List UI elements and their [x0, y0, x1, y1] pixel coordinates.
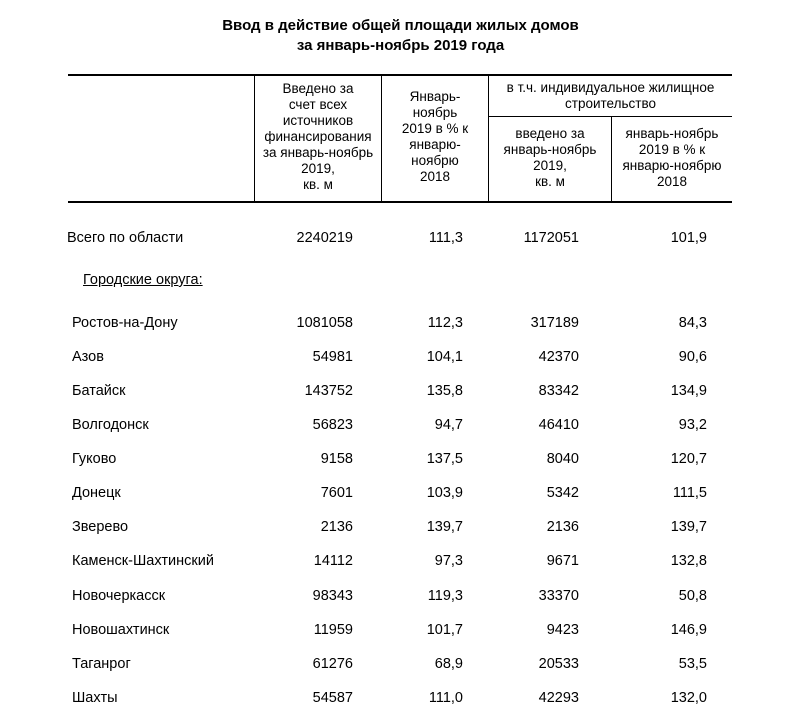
table-row [0, 415, 801, 435]
row-ijs-pct: 146,9 [670, 622, 707, 638]
table-row [0, 551, 801, 571]
row-total: 2136 [320, 519, 353, 535]
row-name: Зверево [72, 519, 129, 535]
row-name: Шахты [72, 690, 118, 706]
page-title [0, 16, 801, 56]
row-name: Всего по области [67, 230, 184, 246]
ijs-subheader-rule [488, 116, 732, 117]
table-row [0, 688, 801, 708]
row-name: Волгодонск [72, 417, 149, 433]
row-pct: 104,1 [426, 349, 463, 365]
table-row [0, 381, 801, 401]
table-row [0, 313, 801, 333]
row-ijs-pct: 93,2 [678, 417, 707, 433]
row-ijs-pct: 90,6 [678, 349, 707, 365]
table-row [0, 517, 801, 537]
header-ijs-total: введено за январь-ноябрь 2019, кв. м [503, 126, 597, 189]
row-pct: 97,3 [434, 553, 463, 569]
row-name: Ростов-на-Дону [72, 315, 178, 331]
row-ijs-pct: 139,7 [670, 519, 707, 535]
row-pct: 119,3 [427, 588, 463, 604]
row-ijs-total: 9423 [546, 622, 579, 638]
header-ijs: в т.ч. индивидуальное жилищное строительство [506, 80, 715, 111]
table-row [0, 586, 801, 606]
row-total: 2240219 [296, 230, 353, 246]
row-total: 61276 [312, 656, 353, 672]
table-header-bottom-rule [68, 201, 732, 203]
row-pct: 112,3 [427, 315, 463, 331]
header-pct: Январь- ноябрь 2019 в % к январю- ноябрю 2018 [401, 89, 469, 184]
title-line-1: Ввод в действие общей площади жилых домов [222, 17, 579, 34]
row-total: 9158 [320, 451, 353, 467]
row-total: 56823 [312, 417, 353, 433]
row-name: Каменск-Шахтинский [72, 553, 214, 569]
row-ijs-total: 46410 [538, 417, 579, 433]
row-ijs-total: 83342 [538, 383, 579, 399]
row-total: 7601 [320, 485, 353, 501]
table-row [0, 654, 801, 674]
header-total: Введено за счет всех источников финансирования за январь-ноябрь 2019, кв. м [262, 81, 374, 192]
row-ijs-pct: 84,3 [678, 315, 707, 331]
row-ijs-pct: 132,0 [670, 690, 707, 706]
table-row [0, 620, 801, 640]
row-name: Новочеркасск [72, 588, 166, 604]
row-ijs-total: 42293 [538, 690, 579, 706]
row-total: 54981 [312, 349, 353, 365]
row-name: Новошахтинск [72, 622, 170, 638]
row-ijs-total: 317189 [530, 315, 579, 331]
subheading-city-districts: Городские округа: [83, 272, 203, 288]
row-ijs-total: 42370 [538, 349, 579, 365]
row-pct: 94,7 [434, 417, 463, 433]
row-ijs-pct: 53,5 [678, 656, 707, 672]
row-ijs-total: 5342 [546, 485, 579, 501]
row-ijs-total: 2136 [546, 519, 579, 535]
row-total: 1081058 [296, 315, 353, 331]
table-top-rule [68, 74, 732, 76]
table-row [0, 483, 801, 503]
row-ijs-total: 20533 [538, 656, 579, 672]
row-pct: 103,9 [426, 485, 463, 501]
row-ijs-pct: 50,8 [678, 588, 707, 604]
total-row [0, 228, 801, 248]
row-pct: 139,7 [426, 519, 463, 535]
row-total: 143752 [304, 383, 353, 399]
row-pct: 137,5 [426, 451, 463, 467]
row-ijs-total: 1172051 [523, 230, 579, 246]
table-row [0, 347, 801, 367]
table-row [0, 449, 801, 469]
row-ijs-total: 8040 [546, 451, 579, 467]
header-ijs-pct: январь-ноябрь 2019 в % к январю-ноябрю 2018 [622, 126, 722, 189]
row-ijs-pct: 132,8 [670, 553, 707, 569]
row-name: Донецк [72, 485, 121, 501]
row-total: 14112 [313, 553, 353, 569]
row-name: Батайск [72, 383, 126, 399]
row-name: Азов [72, 349, 104, 365]
row-ijs-pct: 111,5 [672, 485, 707, 501]
row-ijs-pct: 120,7 [670, 451, 707, 467]
row-pct: 111,0 [428, 690, 463, 706]
row-total: 98343 [312, 588, 353, 604]
row-ijs-pct: 101,9 [670, 230, 707, 246]
row-pct: 101,7 [426, 622, 463, 638]
row-name: Гуково [72, 451, 117, 467]
row-name: Таганрог [72, 656, 131, 672]
row-pct: 68,9 [434, 656, 463, 672]
title-line-2: за январь-ноябрь 2019 года [296, 37, 505, 54]
row-total: 54587 [312, 690, 353, 706]
row-ijs-total: 33370 [538, 588, 579, 604]
row-ijs-total: 9671 [546, 553, 579, 569]
row-pct: 135,8 [426, 383, 463, 399]
row-total: 11959 [313, 622, 353, 638]
row-pct: 111,3 [428, 230, 463, 246]
row-ijs-pct: 134,9 [670, 383, 707, 399]
